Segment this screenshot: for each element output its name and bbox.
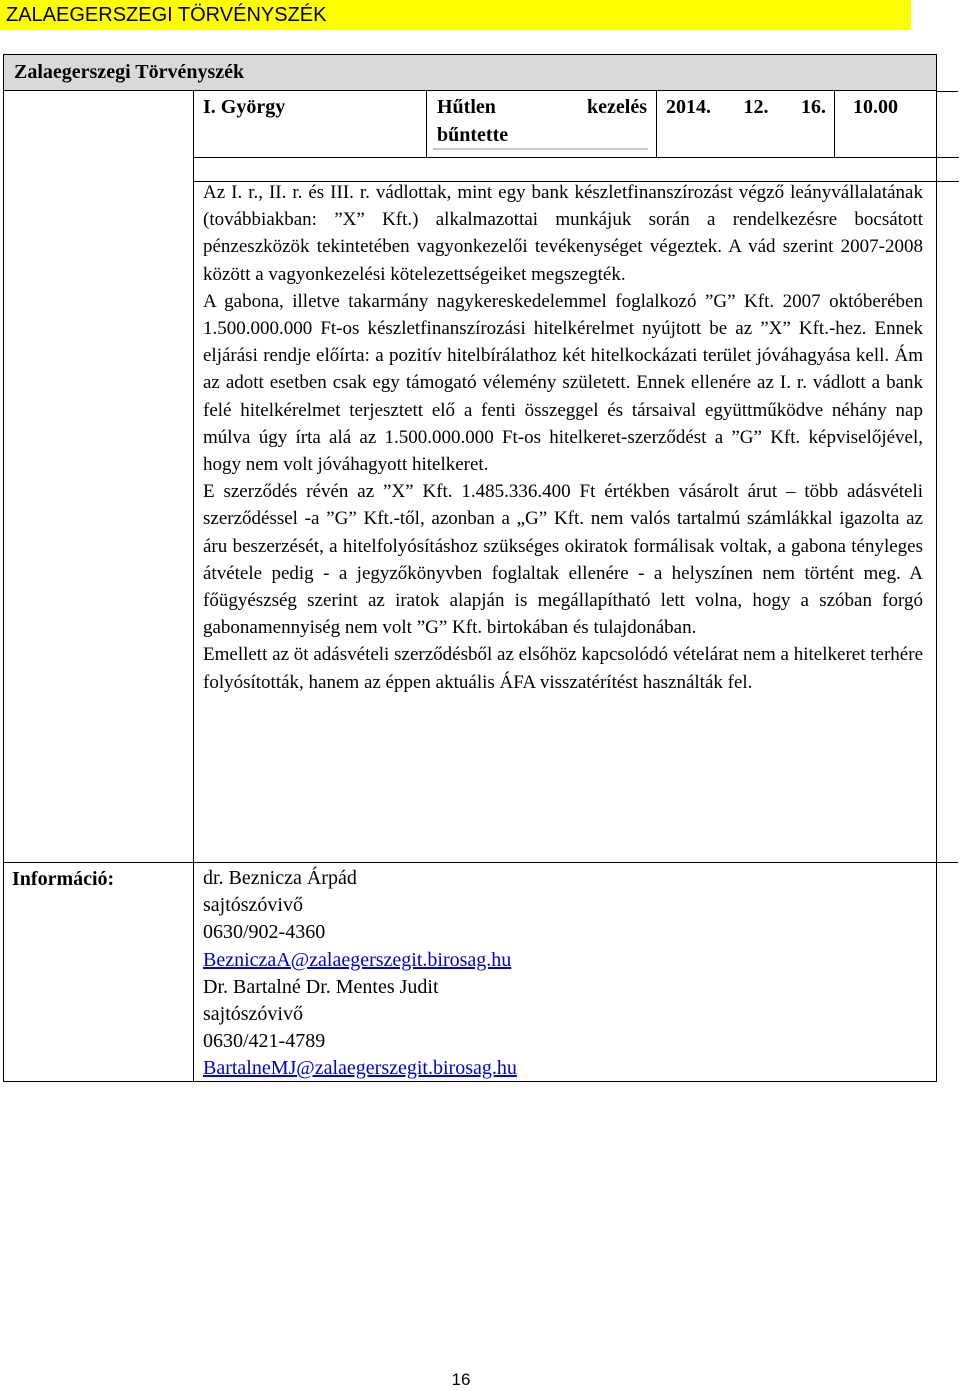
info-label: Információ: xyxy=(12,868,115,890)
case-col-divider-3 xyxy=(834,91,835,157)
contact1-name: dr. Beznicza Árpád xyxy=(203,867,357,889)
court-title: Zalaegerszegi Törvényszék xyxy=(3,54,937,91)
case-col-divider-1 xyxy=(426,91,427,157)
case-row-top-extension xyxy=(936,91,958,92)
description-paragraph-1: Az I. r., II. r. és III. r. vádlottak, mint egy bank készletfinanszírozást végző leányvállalatának (továbbiakban: ”X” Kft.) alkalmazottai munkájuk során a rendelkezésre bocsátott pénzeszközök tekintetében vagyonkezelői tevékenységet végeztek. A vád szerint 2007-2008 között a vagyonkezelési kötelezettségeiket megszegték. xyxy=(203,182,923,285)
description-bottom xyxy=(3,862,958,863)
description-paragraph-3: E szerződés révén az ”X” Kft. 1.485.336.400 Ft értékben vásárolt árut – több adásvételi szerződéssel -a ”G” Kft.-től, azonban a „G” Kft. nem valós tartalmú számlákkal igazolta az áru beszerzését, a hitelfolyósításhoz szükséges okiratok formálisak voltak, a gabona tényleges átvétele pedig - a jegyzőkönyvben foglaltak ellenére - a helyszínen nem történt meg. A főügyészség szerint az iratok alapján is megállapítható lett volna, hogy a szóban forgó gabonamennyiség nem volt ”G” Kft. birtokában és tulajdonában. xyxy=(203,481,923,639)
crime-underline xyxy=(433,148,648,150)
contact-info xyxy=(203,865,517,1083)
crime-word-3: bűntette xyxy=(437,124,509,146)
crime-word-1: Hűtlen xyxy=(437,96,496,118)
contact2-name: Dr. Bartalné Dr. Mentes Judit xyxy=(203,975,439,998)
table-right-border xyxy=(936,91,937,1081)
hearing-date xyxy=(666,93,826,121)
judge-name: I. György xyxy=(203,96,286,118)
contact2-phone: 0630/421-4789 xyxy=(203,1030,326,1053)
contact2-email-link[interactable]: BartalneMJ@zalaegerszegit.birosag.hu xyxy=(203,1057,517,1080)
date-year: 2014. xyxy=(666,96,711,118)
table-left-border xyxy=(3,91,4,1081)
date-day: 16. xyxy=(801,96,826,118)
date-month: 12. xyxy=(743,96,769,118)
header-banner: ZALAEGERSZEGI TÖRVÉNYSZÉK xyxy=(0,0,911,30)
label-column-divider xyxy=(193,91,194,1081)
contact2-role: sajtószóvivő xyxy=(203,1003,303,1026)
description-paragraph-2: A gabona, illetve takarmány nagykereskedelemmel foglalkozó ”G” Kft. 2007 októberében 1.500.000.000 Ft-os készletfinanszírozási hitelkérelmet nyújtott be az ”X” Kft.-hez. Ennek eljárási rendje előírta: a pozitív hitelbírálathoz két hitelkockázati terület jóváhagyása kell. Ám az adott esetben csak egy támogató vélemény született. Ennek ellenére az I. r. vádlott a bank felé hitelkérelmet terjesztett elő a fenti összeggel és társaival együttműködve néhány nap múlva úgy írta alá az 1.500.000.000 Ft-os hitelkeret-szerződést a ”G” Kft. képviselőjével, hogy nem volt jóváhagyott hitelkeret. xyxy=(203,290,923,476)
page-number: 16 xyxy=(451,1370,471,1389)
hearing-time: 10.00 xyxy=(853,96,898,118)
contact1-role: sajtószóvivő xyxy=(203,894,303,917)
description-paragraph-4: Emellett az öt adásvételi szerződésből az elsőhöz kapcsolódó vételárat nem a hitelkeret terhére folyósították, hanem az éppen aktuális ÁFA visszatérítést használták fel. xyxy=(203,644,923,693)
contact1-phone: 0630/902-4360 xyxy=(203,921,326,944)
contact1-email-link[interactable]: BezniczaA@zalaegerszegit.birosag.hu xyxy=(203,948,512,971)
case-col-divider-2 xyxy=(656,91,657,157)
crime-name xyxy=(437,93,647,149)
case-row-bottom xyxy=(193,157,959,158)
crime-word-2: kezelés xyxy=(587,96,647,118)
case-description xyxy=(203,179,923,696)
